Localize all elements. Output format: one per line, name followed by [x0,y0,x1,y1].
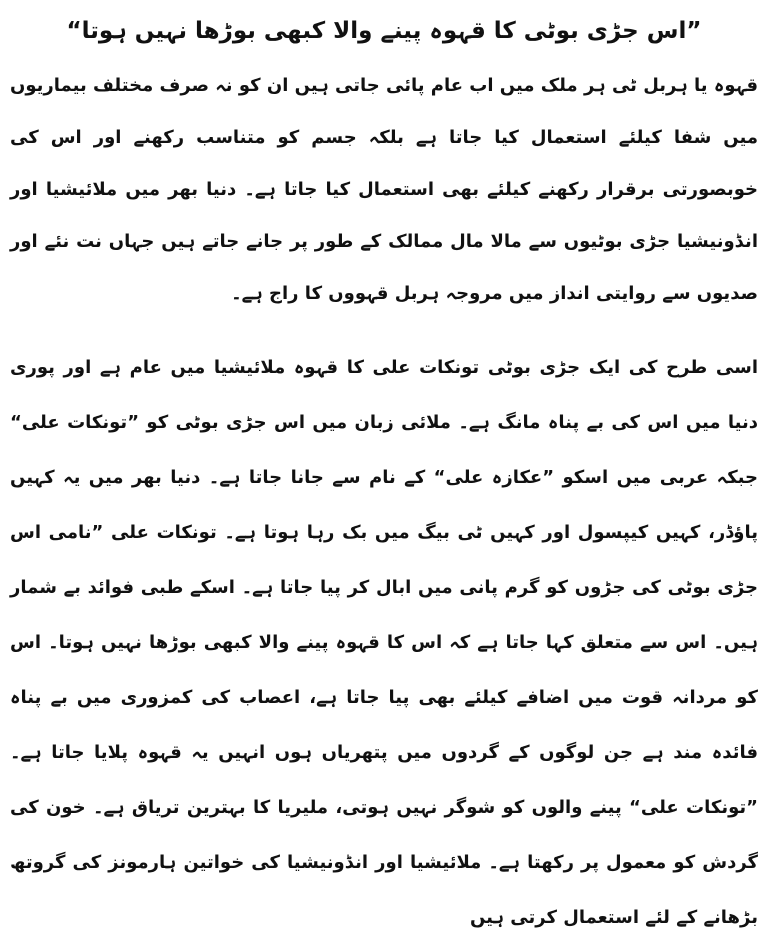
article-paragraph-2: اسی طرح کی ایک جڑی بوٹی تونکات علی کا قہوہ ملائیشیا میں عام ہے اور پوری دنیا میں اس کی بے پناہ مانگ ہے۔ ملائی زبان میں اس جڑی بوٹی کو ”تونکات علی“ جبکہ عربی میں اسکو ”عکازہ علی“ کے نام سے جانا جاتا ہے۔ دنیا بھر میں یہ کہیں پاؤڈر، کہیں کیپسول اور کہیں ٹی بیگ میں بک رہا ہوتا ہے۔ تونکات علی ”نامی اس جڑی بوٹی کی جڑوں کو گرم پانی میں ابال کر پیا جاتا ہے۔ اسکے طبی فوائد بے شمار ہیں۔ اس سے متعلق کہا جاتا ہے کہ اس کا قہوہ پینے والا کبھی بوڑھا نہیں ہوتا۔ اس کو مردانہ قوت میں اضافے کیلئے بھی پیا جاتا ہے، اعصاب کی کمزوری میں بے پناہ فائدہ مند ہے جن لوگوں کے گردوں میں پتھریاں ہوں انہیں یہ قہوہ پلایا جاتا ہے۔ ”تونکات علی“ پینے والوں کو شوگر نہیں ہوتی، ملیریا کا بہترین تریاق ہے۔ خون کی گردش کو معمول پر رکھتا ہے۔ ملائیشیا اور انڈونیشیا کی خواتین ہارمونز کی گروتھ بڑھانے کے لئے استعمال کرتی ہیں [10,357,758,928]
paragraph-spacer [10,320,758,340]
article-paragraph-1: قہوہ یا ہربل ٹی ہر ملک میں اب عام پائی جاتی ہیں ان کو نہ صرف مختلف بیماریوں میں شفا کیلئے استعمال کیا جاتا ہے بلکہ جسم کو متناسب رکھنے اور اس کی خوبصورتی برقرار رکھنے کیلئے بھی استعمال کیا جاتا ہے۔ دنیا بھر میں ملائیشیا اور انڈونیشیا جڑی بوٹیوں سے مالا مال ممالک کے طور پر جانے جاتے ہیں جہاں نت نئے اور صدیوں سے روایتی انداز میں مروجہ ہربل قہووں کا راج ہے۔ [10,75,758,304]
article-title: ”اس جڑی بوٹی کا قہوہ پینے والا کبھی بوڑھا نہیں ہوتا“ [66,18,702,44]
